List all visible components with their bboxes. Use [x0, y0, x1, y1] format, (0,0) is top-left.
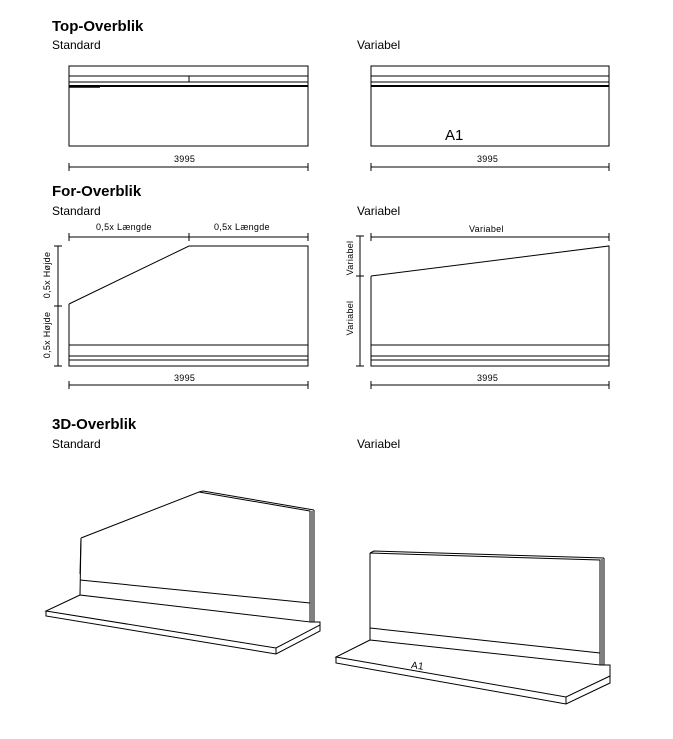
front-half-height-lower-label: 0,5x Højde	[42, 311, 52, 359]
top-standard-dimension-line	[69, 163, 308, 171]
front-half-length-left-label: 0,5x Længde	[96, 222, 152, 232]
front-view-title: For-Overblik	[52, 183, 142, 200]
front-standard-width-label: 3995	[174, 373, 196, 383]
top-standard-width-label: 3995	[174, 154, 196, 164]
top-view-title: Top-Overblik	[52, 18, 144, 35]
iso-variable-a1-mark: A1	[410, 660, 425, 673]
top-standard-plan	[69, 66, 308, 146]
front-half-height-upper-label: 0,5x Højde	[42, 251, 52, 299]
iso-standard-label: Standard	[52, 437, 101, 451]
iso-variable-model	[336, 551, 610, 704]
iso-standard-model	[46, 491, 320, 654]
front-variable-label: Variabel	[357, 204, 401, 218]
iso-variable-label: Variabel	[357, 437, 401, 451]
iso-view-title: 3D-Overblik	[52, 416, 137, 433]
front-variable-top-label: Variabel	[469, 224, 504, 234]
front-variable-width-label: 3995	[477, 373, 499, 383]
front-variable-top-dimension	[371, 233, 609, 241]
front-half-length-right-label: 0,5x Længde	[214, 222, 270, 232]
top-variable-dimension-line	[371, 163, 609, 171]
top-standard-label: Standard	[52, 38, 101, 52]
front-variable-side-upper-label: Variabel	[345, 240, 355, 276]
front-standard-length-dimension	[69, 233, 308, 241]
front-variable-height-dimension	[356, 236, 364, 366]
top-variable-a1-mark: A1	[445, 127, 464, 144]
front-variable-side-lower-label: Variabel	[345, 300, 355, 336]
top-variable-width-label: 3995	[477, 154, 499, 164]
top-variable-label: Variabel	[357, 38, 401, 52]
front-standard-label: Standard	[52, 204, 101, 218]
top-variable-plan	[371, 66, 609, 146]
front-standard-height-dimension	[54, 246, 62, 366]
front-variable-elevation	[371, 246, 609, 366]
front-standard-elevation	[69, 246, 308, 366]
